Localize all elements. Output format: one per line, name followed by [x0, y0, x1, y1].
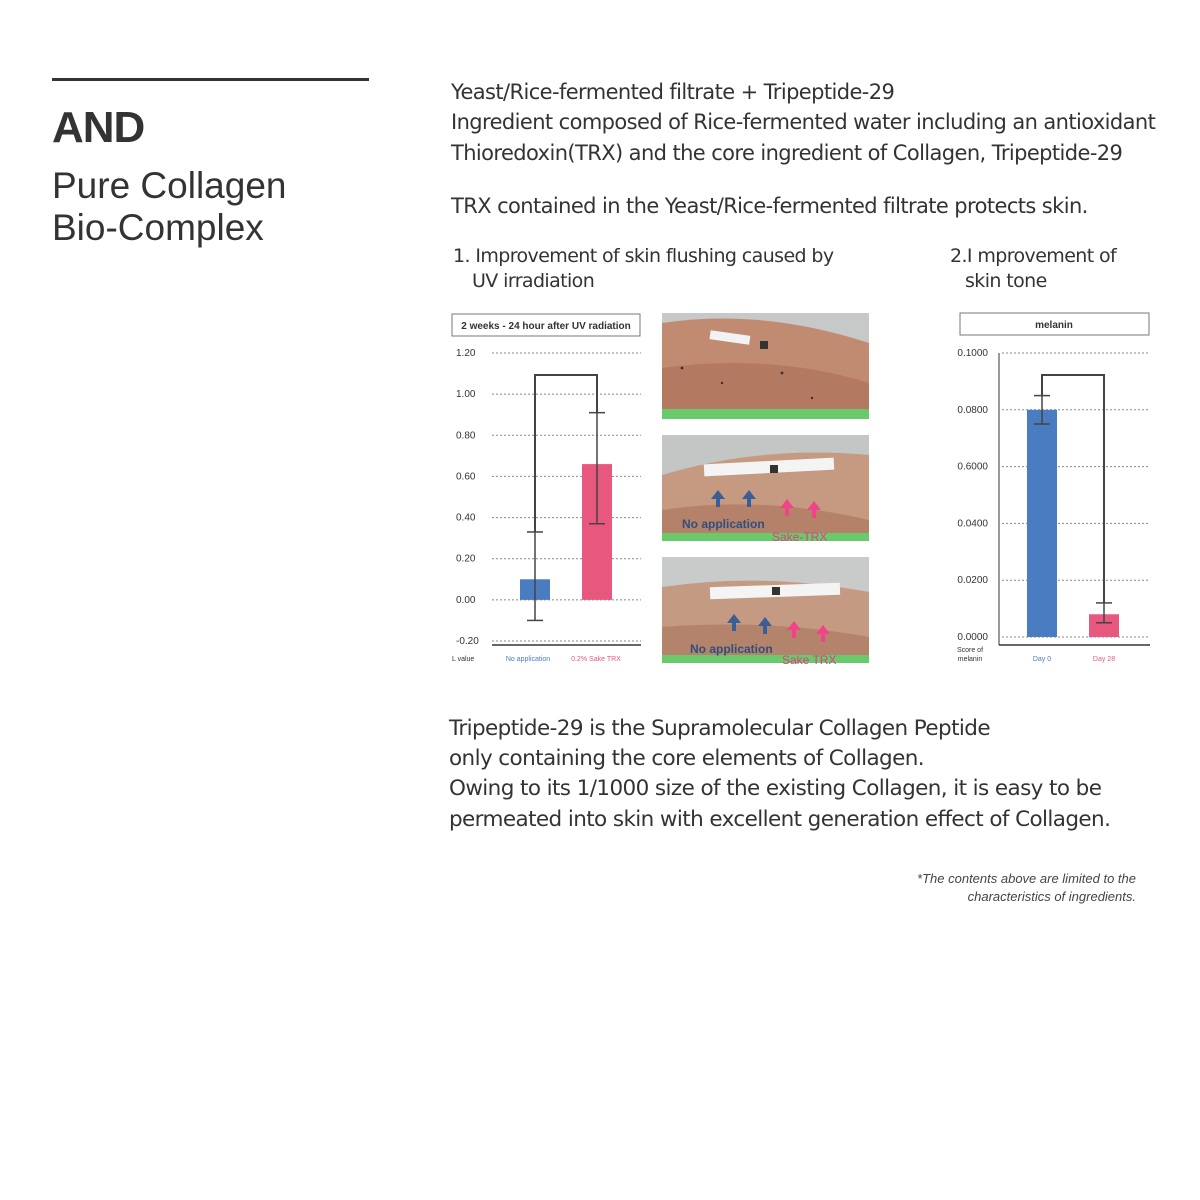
chart1-ylabel: L value	[452, 656, 475, 663]
body-line1: Tripeptide-29 is the Supramolecular Collagen Peptide	[449, 716, 990, 741]
y-tick-label: 0.6000	[957, 461, 988, 473]
disclaimer-line2: characteristics of ingredients.	[967, 889, 1136, 904]
brand-name: AND	[52, 103, 145, 152]
chart2-xlabel-day0: Day 0	[1032, 656, 1052, 663]
disclaimer-line1: *The contents above are limited to the	[917, 871, 1136, 886]
trx-subheading: TRX contained in the Yeast/Rice-fermented filtrate protects skin.	[451, 194, 1088, 218]
body-line3: Owing to its 1/1000 size of the existing Collagen, it is easy to be	[449, 776, 1102, 801]
bar-day-0	[1027, 410, 1057, 637]
y-tick-label: 1.20	[456, 348, 476, 359]
section1-title-line2: UV irradiation	[472, 270, 595, 292]
divider-line	[52, 78, 369, 81]
section2-title-line2: skin tone	[965, 270, 1047, 292]
ingredient-description-line2: Thioredoxin(TRX) and the core ingredient of Collagen, Tripeptide-29	[451, 141, 1123, 165]
chart-melanin	[945, 310, 1160, 670]
photo2-label-sake-trx: Sake-TRX	[772, 530, 828, 544]
y-tick-label: 1.00	[456, 389, 476, 401]
chart-skin-flushing	[448, 310, 648, 670]
ingredient-heading: Yeast/Rice-fermented filtrate + Tripeptide-29	[451, 80, 895, 104]
product-name-line1: Pure Collagen	[52, 165, 287, 206]
chart1-xlabel-no-application: No application	[505, 656, 551, 663]
photo2-label-no-application: No application	[682, 517, 765, 531]
photo3-label-sake-trx: Sake TRX	[782, 653, 837, 667]
arm-photo-1	[662, 313, 869, 419]
chart1-title: 2 weeks - 24 hour after UV radiation	[461, 321, 631, 332]
chart2-ylabel-line1: Score of	[956, 647, 984, 654]
y-tick-label: 0.0000	[957, 632, 988, 643]
photo2-labels	[662, 435, 869, 545]
y-tick-label: 0.60	[456, 471, 476, 483]
photo3-labels	[662, 557, 869, 667]
y-tick-label: 0.20	[456, 553, 476, 565]
section1-title-line1: 1. Improvement of skin flushing caused by	[453, 245, 834, 267]
body-line2: only containing the core elements of Collagen.	[449, 746, 924, 771]
y-tick-label: 0.00	[456, 594, 476, 606]
chart2-title: melanin	[1035, 320, 1073, 331]
y-tick-label: 0.0200	[957, 575, 988, 587]
y-tick-label: -0.20	[456, 636, 479, 647]
y-tick-label: 0.0800	[957, 404, 988, 416]
body-line4: permeated into skin with excellent generation effect of Collagen.	[449, 807, 1111, 832]
chart2-ylabel-line2: melanin	[957, 656, 983, 663]
photo3-label-no-application: No application	[690, 642, 773, 656]
ingredient-description-line1: Ingredient composed of Rice-fermented water including an antioxidant	[451, 110, 1156, 134]
y-tick-label: 0.80	[456, 430, 476, 442]
chart1-xlabel-sake-trx: 0.2% Sake TRX	[571, 656, 621, 663]
y-tick-label: 0.0400	[957, 518, 988, 530]
chart2-xlabel-day28: Day 28	[1092, 656, 1116, 663]
y-tick-label: 0.1000	[957, 348, 988, 359]
section2-title-line1: 2.I mprovement of	[950, 245, 1117, 267]
product-name-line2: Bio-Complex	[52, 207, 264, 248]
y-tick-label: 0.40	[456, 512, 476, 524]
